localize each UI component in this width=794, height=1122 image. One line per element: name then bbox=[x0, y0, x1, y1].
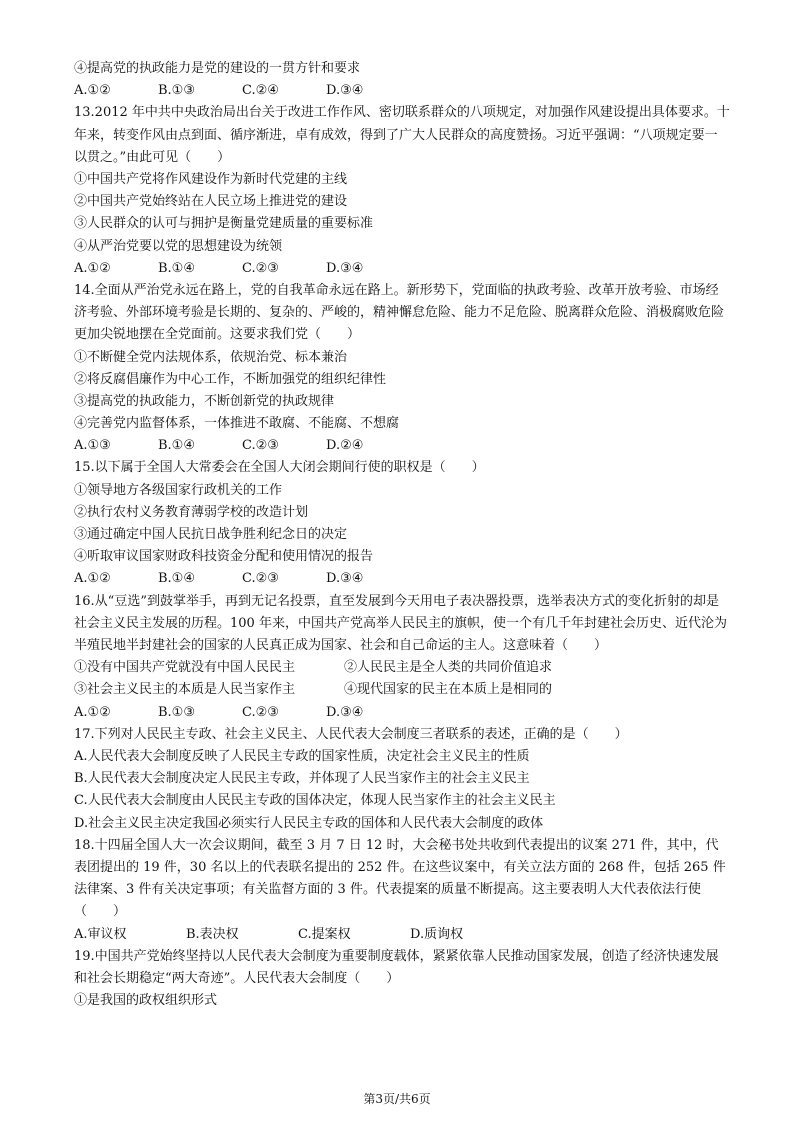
q13-item-2: ②中国共产党始终站在人民立场上推进党的建设 bbox=[74, 194, 348, 210]
q16-items-row-1 bbox=[74, 657, 730, 679]
option-c: C.提案权 bbox=[298, 926, 351, 942]
option-a: A.审议权 bbox=[74, 926, 127, 942]
q14-stem: 14.全面从严治党永远在路上，党的自我革命永远在路上。新形势下，党面临的执政考验、改革开放考验、市场经济考验、外部环境考验是长期的、复杂的、严峻的，精神懈怠危险、能力不足危险、脱离群众危险、消极腐败危险更加尖锐地摆在全党面前。这要求我们党（ ） bbox=[74, 282, 725, 343]
q14-item-2: ②将反腐倡廉作为中心工作，不断加强党的组织纪律性 bbox=[74, 371, 387, 387]
q14-item-1: ①不断健全党内法规体系，依规治党、标本兼治 bbox=[74, 349, 348, 365]
q16-options bbox=[74, 702, 730, 724]
q17-option-d: D.社会主义民主决定我国必须实行人民民主专政的国体和人民代表大会制度的政体 bbox=[74, 815, 544, 831]
q15-item-4: ④听取审议国家财政科技资金分配和使用情况的报告 bbox=[74, 549, 374, 565]
option-a: A.①② bbox=[74, 83, 111, 99]
option-c: C.②③ bbox=[242, 438, 279, 454]
option-c: C.②③ bbox=[242, 260, 279, 276]
option-c: C.②④ bbox=[242, 83, 279, 99]
page-number: 第3页/共6页 bbox=[363, 1092, 431, 1106]
q13-item-3: ③人民群众的认可与拥护是衡量党建质量的重要标准 bbox=[74, 216, 374, 232]
option-d: D.③④ bbox=[326, 704, 364, 720]
q15-item-1: ①领导地方各级国家行政机关的工作 bbox=[74, 482, 283, 498]
q14-item-4: ④完善党内监督体系，一体推进不敢腐、不能腐、不想腐 bbox=[74, 416, 400, 432]
q17-option-a: A.人民代表大会制度反映了人民民主专政的国家性质，决定社会主义民主的性质 bbox=[74, 748, 530, 764]
q15-item-3: ③通过确定中国人民抗日战争胜利纪念日的决定 bbox=[74, 527, 348, 543]
q12-options bbox=[74, 80, 730, 102]
q15-options bbox=[74, 568, 730, 590]
q17-option-c: C.人民代表大会制度由人民民主专政的国体决定，体现人民当家作主的社会主义民主 bbox=[74, 793, 556, 809]
q16-item-1: ①没有中国共产党就没有中国人民民主 bbox=[74, 660, 296, 676]
option-c: C.②③ bbox=[242, 704, 279, 720]
option-b: B.①④ bbox=[158, 260, 195, 276]
q13-item-1: ①中国共产党将作风建设作为新时代党建的主线 bbox=[74, 171, 348, 187]
q17-option-b: B.人民代表大会制度决定人民民主专政，并体现了人民当家作主的社会主义民主 bbox=[74, 771, 530, 787]
q19-stem: 19.中国共产党始终坚持以人民代表大会制度为重要制度载体，紧紧依靠人民推动国家发展，创造了经济快速发展和社会长期稳定“两大奇迹”。人民代表大会制度（ ） bbox=[74, 948, 719, 986]
statement-line: ④提高党的执政能力是党的建设的一贯方针和要求 bbox=[74, 61, 361, 76]
q18-stem: 18.十四届全国人大一次会议期间，截至 3 月 7 日 12 时，大会秘书处共收到代表提出的议案 271 件，其中，代表团提出的 19 件，30 名以上的代表联名提出的 252 件。在这些议案中，有关立法方面的 268 件，包括 265 件法律案、3 件有关决定事项；有关监督方面的 3 件。代表提案的质量不断提高。这主要表明人大代表依法行使（ ） bbox=[74, 837, 726, 920]
option-a: A.①③ bbox=[74, 438, 111, 454]
option-c: C.②③ bbox=[242, 571, 279, 587]
option-d: D.质询权 bbox=[410, 926, 464, 942]
q19-item-1: ①是我国的政权组织形式 bbox=[74, 993, 218, 1009]
option-b: B.①④ bbox=[158, 438, 195, 454]
q16-item-3: ③社会主义民主的本质是人民当家作主 bbox=[74, 682, 296, 698]
q15-stem: 15.以下属于全国人大常委会在全国人大闭会期间行使的职权是（ ） bbox=[74, 460, 485, 476]
option-a: A.①② bbox=[74, 571, 111, 587]
option-a: A.①② bbox=[74, 260, 111, 276]
option-d: D.③④ bbox=[326, 83, 364, 99]
option-b: B.表决权 bbox=[186, 926, 239, 942]
option-b: B.①③ bbox=[158, 83, 195, 99]
option-d: D.③④ bbox=[326, 571, 364, 587]
option-a: A.①② bbox=[74, 704, 111, 720]
option-b: B.①③ bbox=[158, 704, 195, 720]
q13-stem: 13.2012 年中共中央政治局出台关于改进工作作风、密切联系群众的八项规定，对加强作风建设提出具体要求。十年来，转变作风由点到面、循序渐进，卓有成效，得到了广大人民群众的高度赞扬。习近平强调：“八项规定要一以贯之。”由此可见（ ） bbox=[74, 105, 730, 165]
q16-items-row-2 bbox=[74, 679, 730, 701]
q14-item-3: ③提高党的执政能力，不断创新党的执政规律 bbox=[74, 393, 335, 409]
q18-options bbox=[74, 924, 730, 946]
q16-stem: 16.从“豆选”到鼓掌举手，再到无记名投票，直至发展到今天用电子表决器投票，选举表决方式的变化折射的却是社会主义民主发展的历程。100 年来，中国共产党高举人民民主的旗帜，使一个有几千年封建社会历史、近代沦为半殖民地半封建社会的国家的人民真正成为国家、社会和自己命运的主人。这意味着（ ） bbox=[74, 593, 727, 653]
option-d: D.③④ bbox=[326, 260, 364, 276]
option-b: B.①④ bbox=[158, 571, 195, 587]
q13-options bbox=[74, 258, 730, 280]
q16-item-2: ②人民民主是全人类的共同价值追求 bbox=[344, 660, 553, 676]
option-d: D.②④ bbox=[326, 438, 364, 454]
q14-options bbox=[74, 435, 730, 457]
q15-item-2: ②执行农村义务教育薄弱学校的改造计划 bbox=[74, 504, 309, 520]
question-content bbox=[74, 58, 730, 1012]
q16-item-4: ④现代国家的民主在本质上是相同的 bbox=[344, 682, 553, 698]
q17-stem: 17.下列对人民民主专政、社会主义民主、人民代表大会制度三者联系的表述，正确的是（ ） bbox=[74, 726, 628, 742]
q13-item-4: ④从严治党要以党的思想建设为统领 bbox=[74, 238, 283, 254]
